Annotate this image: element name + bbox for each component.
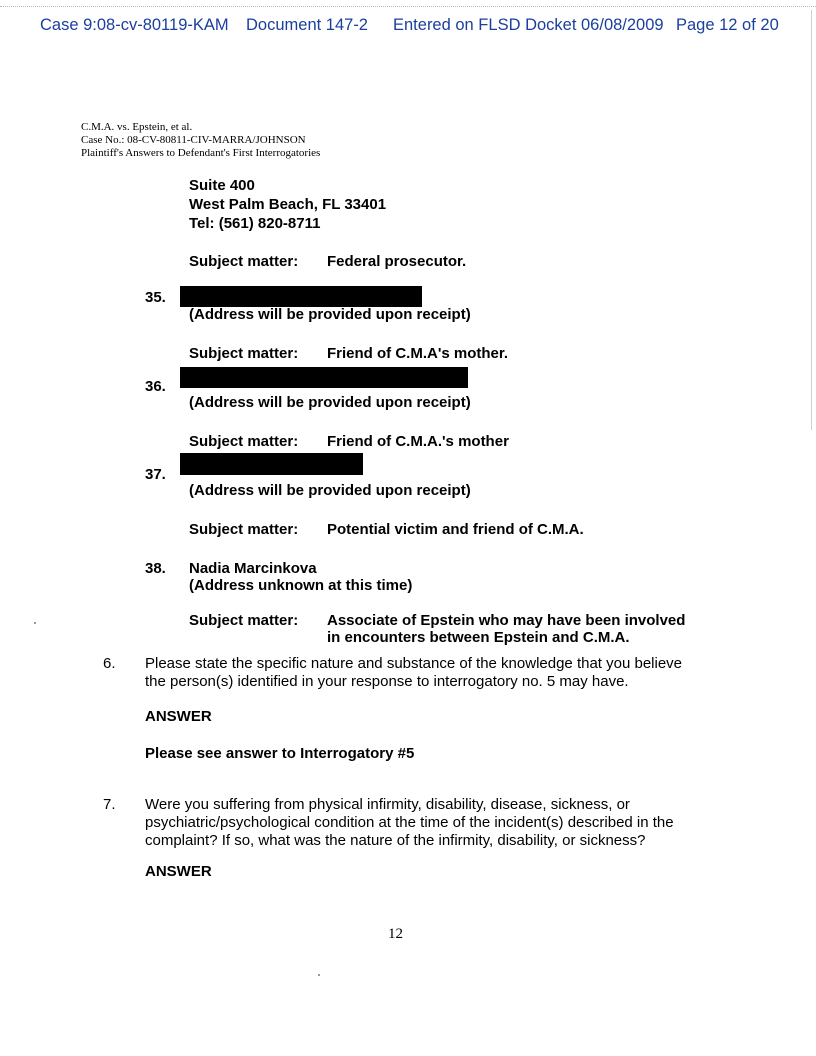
subject-label: Subject matter:	[189, 433, 299, 450]
caption-document-title: Plaintiff's Answers to Defendant's First Interrogatories	[81, 147, 321, 159]
witness-address: (Address will be provided upon receipt)	[189, 306, 471, 323]
subject-label: Subject matter:	[189, 253, 299, 270]
redacted-name	[180, 453, 363, 475]
witness-number: 37.	[145, 466, 166, 483]
subject-text: Friend of C.M.A's mother.	[327, 345, 509, 362]
question-line-3: complaint? If so, what was the nature of the infirmity, disability, or sickness?	[145, 832, 646, 849]
scan-top-border	[0, 6, 816, 7]
witness-address: (Address will be provided upon receipt)	[189, 482, 471, 499]
question-line-2: psychiatric/psychological condition at the time of the incident(s) described in the	[145, 814, 674, 831]
page-number: 12	[388, 926, 403, 942]
witness-name: Nadia Marcinkova	[189, 560, 317, 577]
witness-number: 36.	[145, 378, 166, 395]
interrogatory-number: 6.	[103, 655, 116, 672]
scan-speck	[318, 974, 320, 976]
address-line-2: West Palm Beach, FL 33401	[189, 196, 387, 213]
scan-right-border	[811, 10, 812, 430]
subject-text: Friend of C.M.A.'s mother	[327, 433, 509, 450]
subject-text-line-1: Associate of Epstein who may have been involved	[327, 612, 686, 629]
subject-label: Subject matter:	[189, 345, 299, 362]
witness-address: (Address will be provided upon receipt)	[189, 394, 471, 411]
address-line-3: Tel: (561) 820-8711	[189, 215, 321, 232]
redacted-name	[180, 286, 422, 307]
answer-label: ANSWER	[145, 863, 212, 880]
scan-speck	[34, 622, 36, 624]
header-document-number: Document 147-2	[246, 16, 368, 34]
witness-number: 38.	[145, 560, 166, 577]
witness-address: (Address unknown at this time)	[189, 577, 413, 594]
caption-parties: C.M.A. vs. Epstein, et al.	[81, 121, 193, 133]
subject-text: Federal prosecutor.	[327, 253, 467, 270]
address-line-1: Suite 400	[189, 177, 255, 194]
subject-text: Potential victim and friend of C.M.A.	[327, 521, 584, 538]
answer-text: Please see answer to Interrogatory #5	[145, 745, 415, 762]
witness-number: 35.	[145, 289, 166, 306]
interrogatory-number: 7.	[103, 796, 116, 813]
header-case-number: Case 9:08-cv-80119-KAM	[40, 16, 229, 34]
subject-text-line-2: in encounters between Epstein and C.M.A.	[327, 629, 630, 646]
header-entered-date: Entered on FLSD Docket 06/08/2009	[393, 16, 664, 34]
question-line-1: Were you suffering from physical infirmity, disability, disease, sickness, or	[145, 796, 630, 813]
caption-case-number: Case No.: 08-CV-80811-CIV-MARRA/JOHNSON	[81, 134, 306, 146]
header-page-count: Page 12 of 20	[676, 16, 779, 34]
question-line-1: Please state the specific nature and substance of the knowledge that you believe	[145, 655, 683, 672]
answer-label: ANSWER	[145, 708, 212, 725]
subject-label: Subject matter:	[189, 521, 299, 538]
redacted-name	[180, 367, 468, 388]
subject-label: Subject matter:	[189, 612, 299, 629]
question-line-2: the person(s) identified in your response to interrogatory no. 5 may have.	[145, 673, 629, 690]
